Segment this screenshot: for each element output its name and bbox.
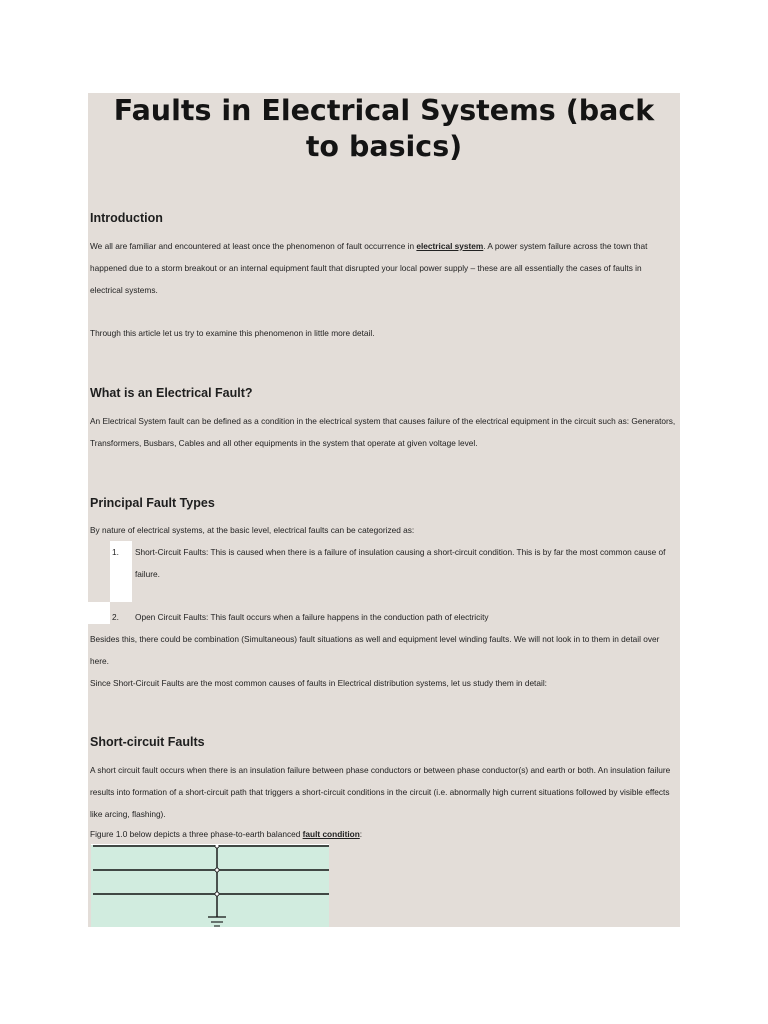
intro-paragraph-2: Through this article let us try to examine this phenomenon in little more detail. xyxy=(90,328,375,338)
ground-icon xyxy=(208,917,226,926)
fault-diagram xyxy=(91,844,329,927)
fault-node xyxy=(215,845,219,848)
intro-paragraph: We all are familiar and encountered at least once the phenomenon of fault occurrence in electrical system. A power system failure across the town that happened due to a storm breakout or an internal equipment fault that disrupted your local power supply – these are all essentially the cases of faults in electrical systems. xyxy=(90,241,648,295)
fault-condition-link[interactable]: fault condition xyxy=(302,829,360,839)
list-item-number: 2. xyxy=(112,612,119,622)
heading-introduction: Introduction xyxy=(90,211,163,225)
short-circuit-paragraph: A short circuit fault occurs when there is an insulation failure between phase conductors or between phase conductor(s) and earth or both. An insulation failure results into formation of a short-circuit path that triggers a short-circuit conditions in the circuit (i.e. abnormally high current situations followed by visible effects like arcing, flashing). xyxy=(90,765,671,819)
list-item-number: 1. xyxy=(112,547,119,557)
list-item xyxy=(112,606,672,628)
heading-principal-fault-types: Principal Fault Types xyxy=(90,496,215,510)
definition-paragraph: An Electrical System fault can be defined as a condition in the electrical system that causes failure of the electrical equipment in the circuit such as: Generators, Transformers, Busbars, Cables and all other equipments in the system that operate at given voltage level. xyxy=(90,416,676,448)
list-marker-shading xyxy=(88,602,110,624)
heading-what-is-fault: What is an Electrical Fault? xyxy=(90,386,253,400)
fault-node xyxy=(215,868,219,872)
since-paragraph: Since Short-Circuit Faults are the most common causes of faults in Electrical distribution systems, let us study them in detail: xyxy=(90,678,547,688)
three-phase-fault-diagram xyxy=(91,845,329,927)
electrical-system-link[interactable]: electrical system xyxy=(416,241,484,251)
list-item-text: Short-Circuit Faults: This is caused when there is a failure of insulation causing a short-circuit condition. This is by far the most common cause of failure. xyxy=(135,547,666,579)
fault-node xyxy=(215,892,219,896)
figure-caption: Figure 1.0 below depicts a three phase-to-earth balanced fault condition: xyxy=(90,829,363,839)
list-item xyxy=(112,541,672,585)
document-page xyxy=(88,93,680,927)
heading-short-circuit: Short-circuit Faults xyxy=(90,735,205,749)
besides-paragraph: Besides this, there could be combination (Simultaneous) fault situations as well and equipment level winding faults. We will not look in to them in detail over here. xyxy=(90,634,660,666)
categories-intro: By nature of electrical systems, at the basic level, electrical faults can be categorized as: xyxy=(90,525,415,535)
list-item-text: Open Circuit Faults: This fault occurs when a failure happens in the conduction path of electricity xyxy=(135,612,489,622)
page-title: Faults in Electrical Systems (back to basics) xyxy=(113,94,655,163)
